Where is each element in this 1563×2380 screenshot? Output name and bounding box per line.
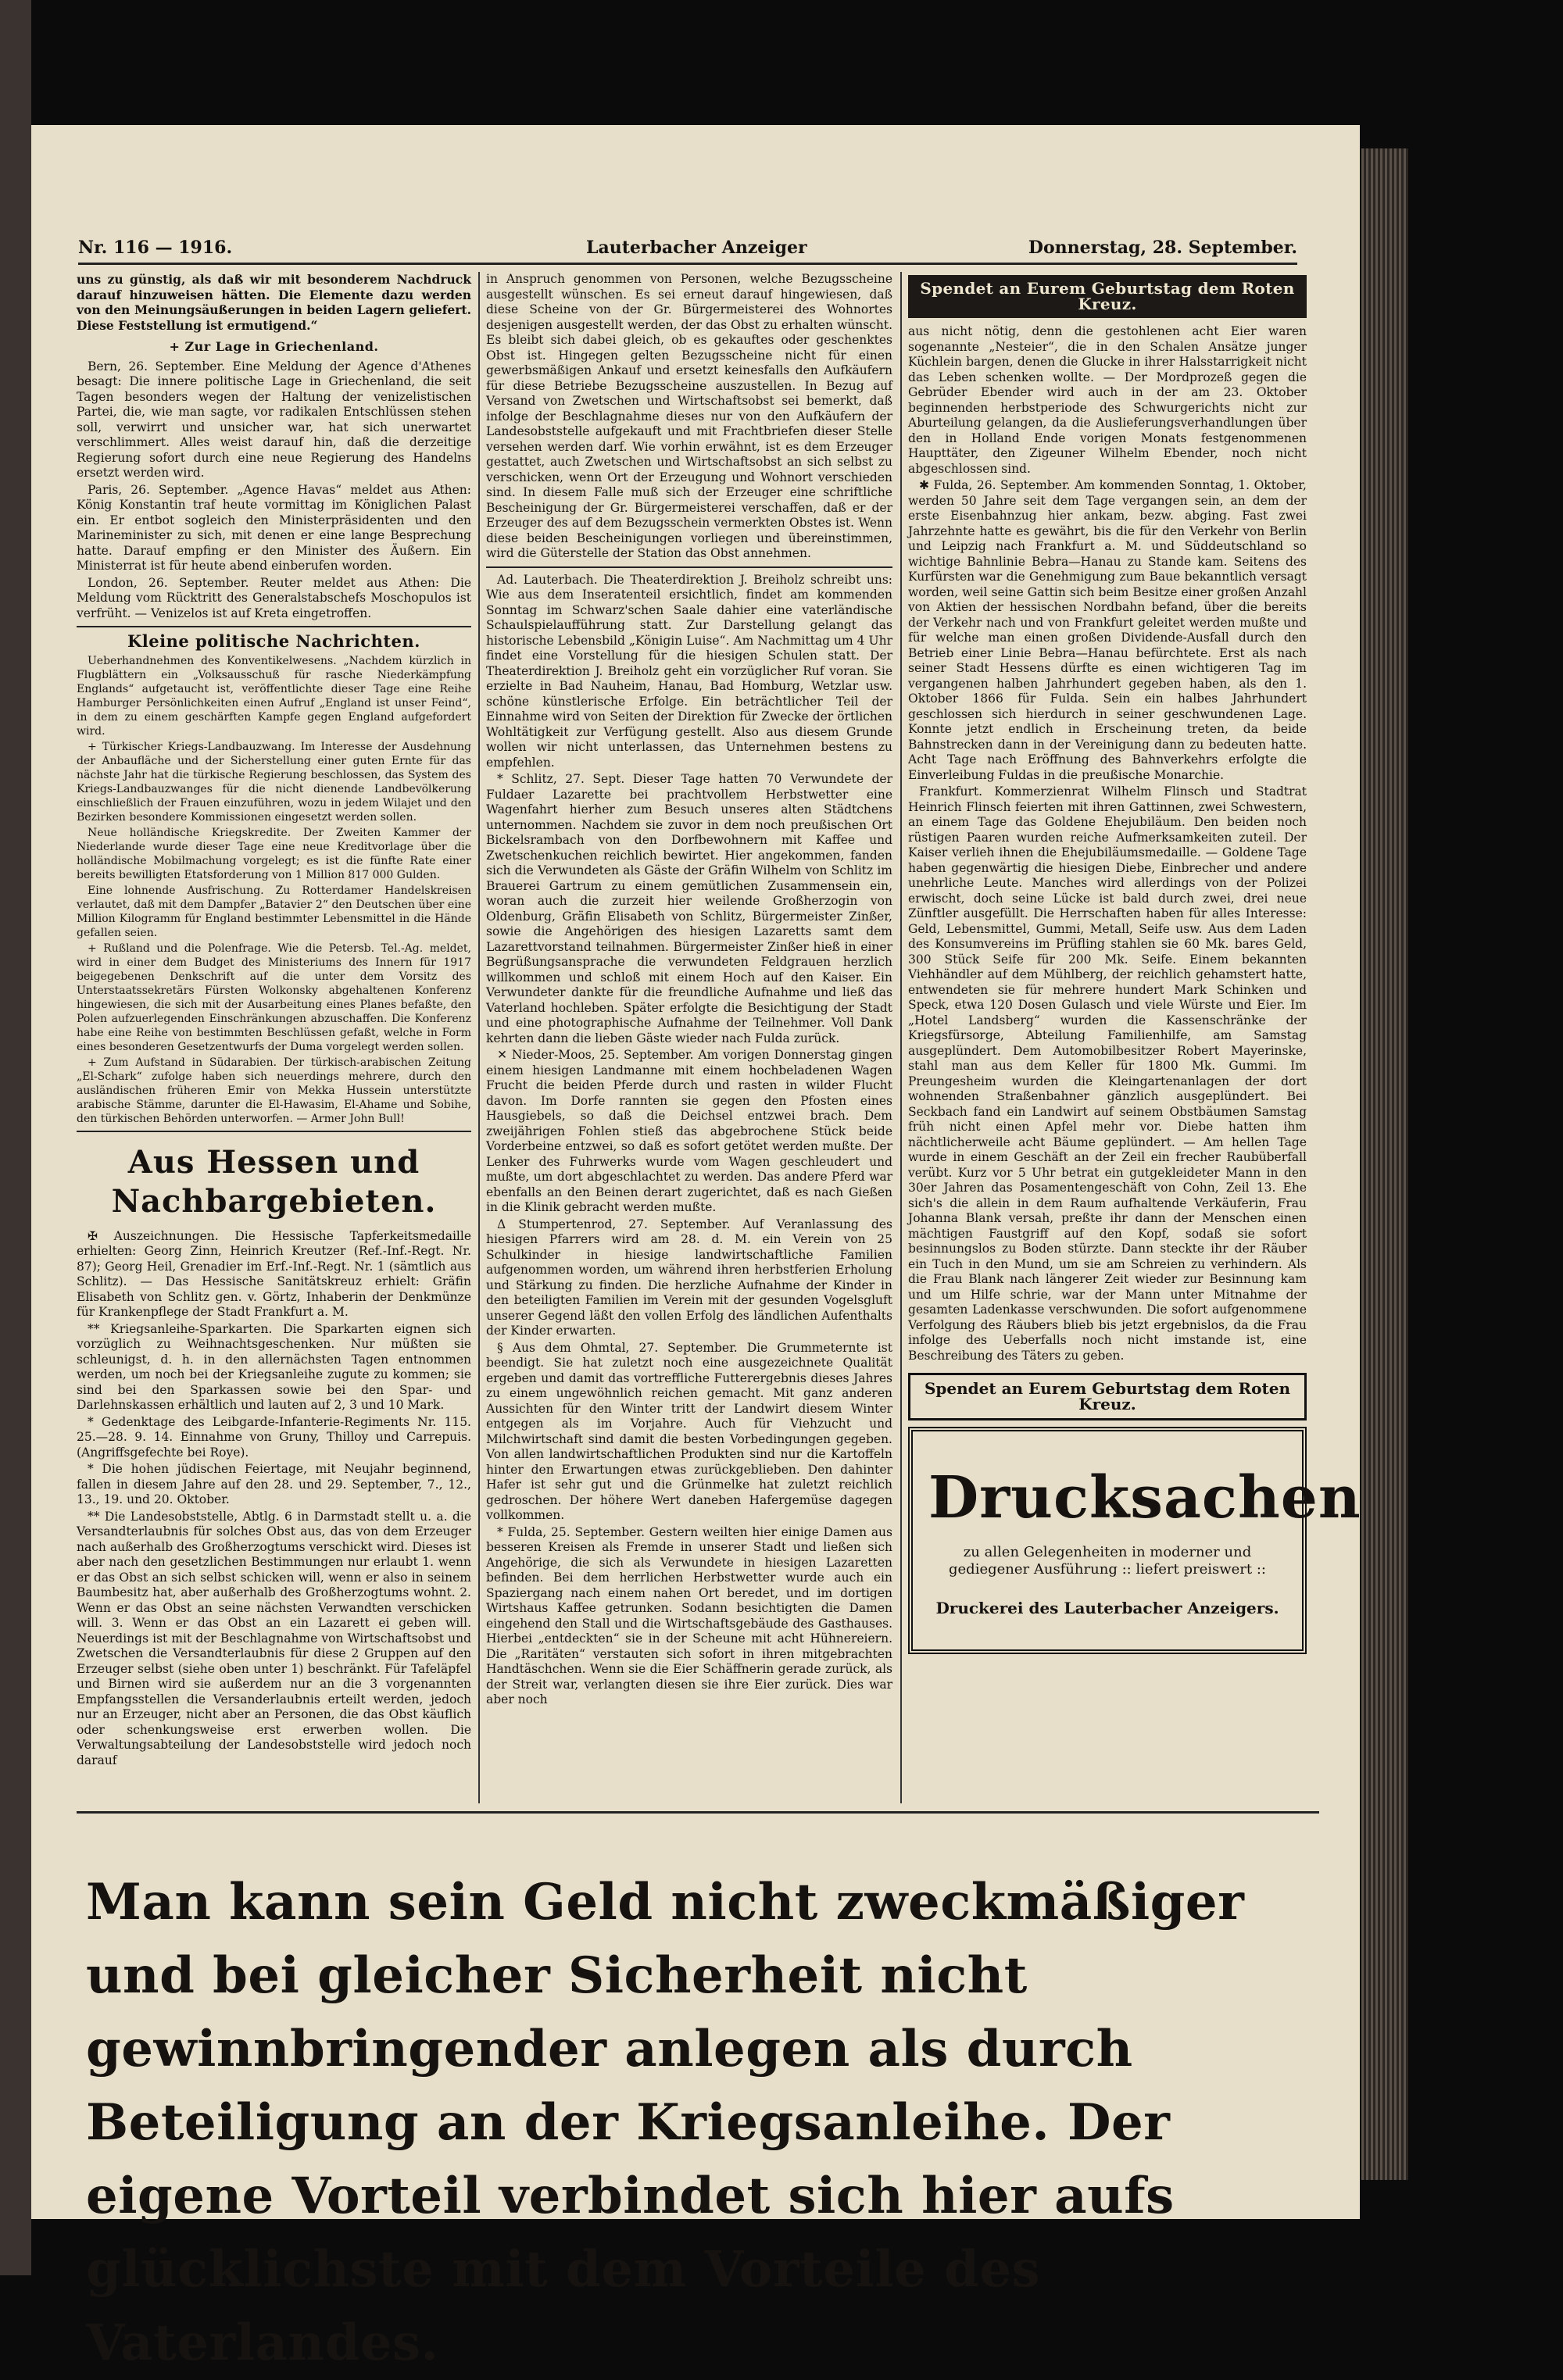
issue-date: Donnerstag, 28. September.: [1028, 238, 1297, 258]
news-item: + Zum Aufstand in Südarabien. Der türkisch-arabischen Zeitung „El-Schark“ zufolge haben sich neuerdings mehrere, durch den ausländischen früheren Emir von Mekka Hussein unterstützte arabische Stämme, darunter die El-Hawasim, El-Ahame und Sobihe, den türkischen Behörden unterworfen. — Armer John Bull!: [77, 1056, 471, 1125]
news-item: Neue holländische Kriegskredite. Der Zweiten Kammer der Niederlande wurde dieser Tage eine neue Kreditvorlage über die holländische Mobilmachung vorgelegt; es ist die fünfte Rate einer bereits bewilligten Etatsforderung von 1 Million 817 000 Gulden.: [77, 826, 471, 881]
article-paragraph: London, 26. September. Reuter meldet aus Athen: Die Meldung vom Rücktritt des Generalstabschefs Moschopulos ist verfrüht. — Venizelos ist auf Kreta eingetroffen.: [77, 575, 471, 620]
article-paragraph: * Fulda, 25. September. Gestern weilten hier einige Damen aus besseren Kreisen als Fremde in unserer Stadt und ließen sich Angehörige, die sich als Verwundete in hiesigen Lazaretten befinden. Bei dem herrlichen Herbstwetter wurde auch ein Spaziergang nach einem nahen Ort beredet, und im dortigen Wirtshaus Kaffee getrunken. Sodann besichtigten die Damen eingehend den Stall und die Wirtschaftsgebäude des Gasthauses. Hierbei „entdeckten“ sie in der Scheune mit acht Hühnereiern. Die „Raritäten“ verstauten sich sofort in ihren mitgebrachten Handtäschchen. Wenn sie die Eier Schäffnerin gerade zurück, als der Streit war, verlangten diesen sie ihre Eier zurück. Dies war aber noch: [486, 1524, 892, 1706]
article-paragraph: Paris, 26. September. „Agence Havas“ meldet aus Athen: König Konstantin traf heute vormittag im Königlichen Palast ein. Er entbot sogleich den Ministerpräsidenten und den Marineminister zu sich, mit denen er eine lange Besprechung hatte. Darauf empfing er den Minister des Äußern. Ein Ministerrat ist für heute abend einberufen worden.: [77, 482, 471, 573]
column-divider: [900, 272, 902, 1803]
column-1: [77, 272, 471, 1770]
scan-left-edge: [0, 0, 31, 2275]
regional-item: * Gedenktage des Leibgarde-Infanterie-Regiments Nr. 115. 25.—28. 9. 14. Einnahme von Gruny, Thilloy und Carrepuis. (Angriffsgefechte bei Roye).: [77, 1414, 471, 1460]
page-header: [78, 234, 1297, 265]
article-paragraph: aus nicht nötig, denn die gestohlenen acht Eier waren sogenannte „Nesteier“, die in den Schalen Ansätze junger Küchlein bargen, denen die Glucke in ihrer Halsstarrigkeit nicht das Leben schenken wollte. — Der Mordprozeß gegen die Gebrüder Ebender wird auch in der am 23. Oktober beginnenden herbstperiode des Schwurgerichts nicht zur Aburteilung gelangen, da die Auslieferungsverhandlungen über den in Holland Ende vorigen Monats festgenommenen Haupttäter, den Zigeuner Wilhelm Ebender, noch nicht abgeschlossen sind.: [908, 324, 1307, 476]
page-stack-edge: [1361, 148, 1408, 2180]
article-paragraph: ✱ Fulda, 26. September. Am kommenden Sonntag, 1. Oktober, werden 50 Jahre seit dem Tage vergangen sein, an dem der erste Eisenbahnzug hier ankam, bezw. abging. Fast zwei Jahrzehnte hatte es gewährt, bis die für den Verkehr von Berlin und Leipzig nach Frankfurt a. M. und Süddeutschland so wichtige Bahnlinie Bebra—Hanau zu Stande kam. Seitens des Kurfürsten war die Genehmigung zum Baue bekanntlich versagt worden, weil seine Gattin sich beim Besitze einer großen Anzahl von Aktien der hessischen Nordbahn befand, über die bereits der Verkehr nach und von Frankfurt geleitet werden mußte und für welche man einen großen Dividende-Ausfall durch den Betrieb einer Linie Bebra—Hanau befürchtete. Erst als nach seiner Stadt Hessens dürfte es einen wichtigeren Tag im vergangenen halben Jahrhundert gegeben haben, als den 1. Oktober 1866 für Fulda. Sein ein halbes Jahrhundert geschlossen sich hierdurch in seiner geschwundenen Lage. Konnte jetzt endlich in Erscheinung treten, da beide Bahnstrecken dann in der Vereinigung dann zu bedeuten hatte. Acht Tage nach Eröffnung des Bahnverkehrs erfolgte die Einverleibung Fuldas in die preußische Monarchie.: [908, 478, 1307, 782]
column-divider: [478, 272, 480, 1803]
article-paragraph: Frankfurt. Kommerzienrat Wilhelm Flinsch und Stadtrat Heinrich Flinsch feierten mit ihren Gattinnen, zwei Schwestern, an einem Tage das Goldene Ehejubiläum. Den beiden noch rüstigen Paaren wurden reiche Aufmerksamkeiten zuteil. Der Kaiser verlieh ihnen die Ehejubiläumsmedaille. — Goldene Tage haben gegenwärtig die hiesigen Diebe, Einbrecher und andere unehrliche Leute. Manches wird allerdings von der Polizei erwischt, doch seine Lücke ist bald durch zwei, drei neue Zünftler ausgefüllt. Die Herrschaften haben für alles Interesse: Geld, Lebensmittel, Gummi, Metall, Seife usw. Aus dem Laden des Konsumvereins im Prüfling stahlen sie 60 Mk. bares Geld, 300 Stück Seife für 200 Mk. Seife. Einem bekannten Viehhändler auf dem Mühlberg, der reichlich gehamstert hatte, entwendeten sie für mehrere hundert Mark Schinken und Speck, etwa 120 Dosen Gulasch und viele Würste und Eier. Im „Hotel Landsberg“ wurden die Kassenschränke der Kriegsfürsorge, Abteilung Familienhilfe, am Samstag ausgeplündert. Dem Automobilbesitzer Robert Mayerinske, stahl man aus dem Keller für 1800 Mk. Gummi. Im Preungesheim wurden die Kleingartenanlagen der dort wohnenden Straßenbahner gänzlich ausgeplündert. Bei Seckbach fand ein Landwirt auf seinem Obstbäumen Samstag früh nicht einen Apfel mehr vor. Diebe hatten ihm nächtlicherweile acht Bäume geplündert. — Am hellen Tage wurde in einem Geschäft an der Zeil ein frecher Raubüberfall verübt. Kurz vor 5 Uhr betrat ein gutgekleideter Mann in den 30er Jahren das Posamentengeschäft von Cohn, Zeil 13. Ehe sich's die allein in dem Raum aufhaltende Verkäuferin, Frau Johanna Blank versah, preßte ihr dann der Menschen einen mächtigen Faustgriff auf den Kopf, sodaß sie sofort besinnungslos zu Boden stürzte. Dann steckte ihr der Räuber ein Tuch in den Mund, um sie am Schreien zu verhindern. Als die Frau Blank nach längerer Zeit wieder zur Besinnung kam und um Hilfe schrie, war der Mann unter Mitnahme der gesamten Ladenkasse verschwunden. Die sofort aufgenommene Verfolgung des Räubers blieb bis jetzt ergebnislos, da die Frau infolge des Ueberfalls noch nicht imstande ist, eine Beschreibung des Täters zu geben.: [908, 784, 1307, 1363]
section-heading-hessen: Aus Hessen und Nachbargebieten.: [111, 1143, 437, 1220]
news-item: Ueberhandnehmen des Konventikelwesens. „Nachdem kürzlich in Flugblättern ein „Volksausschuß für rasche Niederkämpfung Englands“ aufgetaucht ist, veröffentlichte dieser Tage eine Reihe Hamburger Persönlichkeiten einen Aufruf „England ist unser Feind“, in dem zu einem geschärften Kampfe gegen England aufgefordert wird.: [77, 654, 471, 738]
newspaper-title: Lauterbacher Anzeiger: [586, 238, 807, 258]
regional-item: ** Kriegsanleihe-Sparkarten. Die Sparkarten eignen sich vorzüglich zu Weihnachtsgeschenken. Nur müßten sie schleunigst, d. h. in den allernächsten Tagen entnommen werden, um noch bei der Kriegsanleihe zugute zu kommen; sie sind bei den Sparkassen sowie bei den Spar- und Darlehnskassen erhältlich und lauten auf 2, 3 und 10 Mark.: [77, 1321, 471, 1412]
section-rule: [77, 626, 471, 627]
article-paragraph: Ad. Lauterbach. Die Theaterdirektion J. Breiholz schreibt uns: Wie aus dem Inseratenteil ersichtlich, findet am kommenden Sonntag im Schwarz'schen Saale dahier eine vaterländische Schaulspielaufführung statt. Zur Darstellung gelangt das historische Lebensbild „Königin Luise“. Am Nachmittag um 4 Uhr findet eine Vorstellung für die hiesigen Schulen statt. Der Theaterdirektion J. Breiholz geht ein vorzüglicher Ruf voran. Sie erzielte in Bad Nauheim, Hanau, Bad Homburg, Wetzlar usw. schöne künstlerische Erfolge. Ein beträchtlicher Teil der Einnahme wird von Seiten der Direktion für Zwecke der örtlichen Wohltätigkeit zur Verfügung gestellt. Also aus diesem Grunde wollen wir nicht unterlassen, das Unternehmen bestens zu empfehlen.: [486, 572, 892, 770]
ad-firm: Druckerei des Lauterbacher Anzeigers.: [935, 1599, 1279, 1617]
regional-item: ** Die Landesobststelle, Abtlg. 6 in Darmstadt stellt u. a. die Versandterlaubnis für solches Obst aus, das von dem Erzeuger nach außerhalb des Großherzogtums verschickt wird. Dieses ist aber nach den gesetzlichen Bestimmungen nur erlaubt 1. wenn er das Obst an sich selbst schicken will, wenn er also in seinem Baumbesitz hat, aber außerhalb des Großherzogtums wohnt. 2. Wenn er das Obst an seine nächsten Verwandten verschicken will. 3. Wenn er das Obst an ein Lazarett ei geben will. Neuerdings ist mit der Beschlagnahme von Wirtschaftsobst und Zwetschen die Versandterlaubnis für diese 2 Gruppen auf den Erzeuger selbst (siehe oben unter 1) beschränkt. Für Tafeläpfel und Birnen wird sie außerdem nur an die 3 vorgenannten Empfangsstellen die Versanderlaubnis erteilt werden, jedoch nur an Erzeuger, nicht aber an Personen, die das Obst käuflich oder schenkungsweise erst erwerben wollen. Die Verwaltungsabteilung der Landesobststelle wird jedoch noch darauf: [77, 1509, 471, 1767]
column-2: [486, 272, 892, 1710]
article-paragraph: * Schlitz, 27. Sept. Dieser Tage hatten 70 Verwundete der Fuldaer Lazarette bei prachtvollem Herbstwetter eine Wagenfahrt hierher zum Besuch unseres alten Städtchens unternommen. Nachdem sie zuvor in dem noch preußischen Ort Bickelsrambach von den Dorfbewohnern mit Kaffee und Zwetschenkuchen reichlich bewirtet. Hier angekommen, fanden sich die Verwundeten als Gäste der Gräfin Wilhelm von Schlitz im Brauerei Gartrum zu einem gemütlichen Zusammensein ein, woran auch die zurzeit hier weilende Großherzogin von Oldenburg, Gräfin Elisabeth von Schlitz, Bürgermeister Zinßer, sowie die Angehörigen des hiesigen Lazaretts samt dem Lazarettvorstand teilnahmen. Bürgermeister Zinßer hieß in einer Begrüßungsansprache die verwundeten Feldgrauen herzlich willkommen und schloß mit einem Hoch auf den Kaiser. Ein Verwundeter dankte für die freundliche Aufnahme und ließ das Vaterland hochleben. Später erfolgte die Besichtigung der Stadt und eine photographische Aufnahme der Teilnehmer. Voll Dank kehrten dann die lieben Gäste wieder nach Fulda zurück.: [486, 772, 892, 1045]
red-cross-banner-2: Spendet an Eurem Geburtstag dem Roten Kreuz.: [908, 1373, 1307, 1420]
newspaper-page: [31, 125, 1361, 2372]
section-heading-kleine-nachrichten: Kleine politische Nachrichten.: [127, 631, 420, 651]
section-rule: [77, 1131, 471, 1132]
news-item: + Rußland und die Polenfrage. Wie die Petersb. Tel.-Ag. meldet, wird in einer dem Budget des Ministeriums des Innern für 1917 beigegebenen Denkschrift auf die unter dem Vorsitz des Unterstaatssekretärs Fürsten Wolkonsky abgehaltenen Konferenz hingewiesen, die sich mit der Ausarbeitung eines Planes befaßte, den Polen aufzuerlegenden Einschränkungen abzuschaffen. Die Konferenz habe eine Reihe von bestimmten Beschlüssen gefaßt, welche in Form eines besonderen Gesetzentwurfs der Duma vorgelegt werden sollen.: [77, 942, 471, 1053]
news-item: Eine lohnende Ausfrischung. Zu Rotterdamer Handelskreisen verlautet, daß mit dem Dampfer „Batavier 2“ den Deutschen über eine Million Kilogramm für England bestimmter Lebensmittel in die Hände gefallen seien.: [77, 884, 471, 939]
war-bond-slogan: Man kann sein Geld nicht zweckmäßiger und bei gleicher Sicherheit nicht gewinnbringender anlegen als durch Beteiligung an der Kriegsanleihe. Der eigene Vorteil verbindet sich hier aufs glücklichste mit dem Vorteile des Vaterlandes.: [86, 1873, 1245, 2372]
column-3: [908, 272, 1361, 1654]
article-paragraph: Δ Stumpertenrod, 27. September. Auf Veranlassung des hiesigen Pfarrers wird am 28. d. M. ein Verein von 25 Schulkinder in hiesige landwirtschaftliche Familien aufgenommen worden, um während ihren herbstferien Erholung und Stärkung zu finden. Die herzliche Aufnahme der Kinder in den beteiligten Familien im Verein mit der gesunden Vogelsgluft unserer Gegend läßt den vollen Erfolg des ländlichen Aufenthalts der Kinder erwarten.: [486, 1217, 892, 1338]
article-heading: + Zur Lage in Griechenland.: [169, 339, 379, 354]
news-item: + Türkischer Kriegs-Landbauzwang. Im Interesse der Ausdehnung der Anbaufläche und der Sicherstellung einer guten Ernte für das nächste Jahr hat die türkische Regierung beschlossen, das System des Kriegs-Landbauzwanges für die nicht dienende Landbevölkerung einschließlich der Frauen einzuführen, wozu in jedem Wilajet und den Bezirken besondere Kommissionen eingesetzt werden sollen.: [77, 740, 471, 824]
article-paragraph: ✕ Nieder-Moos, 25. September. Am vorigen Donnerstag gingen einem hiesigen Landmanne mit einem hochbeladenen Wagen Frucht die beiden Pferde durch und rasten in wilder Flucht davon. Im Dorfe rannten sie gegen den Pfosten eines Hausgiebels, so daß die Deichsel entzwei brach. Dem zweijährigen Fohlen stieß das abgebrochene Stück beide Vorderbeine entzwei, so daß es sofort getötet werden mußte. Der Lenker des Fuhrwerks wurde vom Wagen geschleudert und mußte, um dort abgeschlachtet zu werden. Das andere Pferd war ebenfalls an den Beinen derart zugerichtet, daß es nach Gießen in die Klinik gebracht werden mußte.: [486, 1048, 892, 1214]
article-paragraph: Bern, 26. September. Eine Meldung der Agence d'Athenes besagt: Die innere politische Lage in Griechenland, die seit Tagen besonders wegen der Haltung der venizelistischen Partei, die, wie man sagte, vor radikalen Entschlüssen stehen soll, verwirrt und unsicher war, hat sich unerwartet verschlimmert. Alles weist darauf hin, daß die derzeitige Regierung sofort durch eine neue Regierung des Handelns ersetzt werden wird.: [77, 359, 471, 480]
ad-title: Drucksachen: [928, 1464, 1361, 1531]
scan-background: [1408, 0, 1563, 2275]
slogan-rule: [77, 1811, 1319, 1814]
print-shop-advertisement: [908, 1427, 1361, 1654]
article-paragraph: § Aus dem Ohmtal, 27. September. Die Grummeternte ist beendigt. Sie hat zuletzt noch eine ausgezeichnete Qualität ergeben und damit das vortreffliche Futterergebnis dieses Jahres zu einem ungewöhnlich reichen gemacht. Mit ganz anderen Aussichten für den Winter tritt der Landwirt diesem Winter entgegen als im Vorjahre. Auch für Viehzucht und Milchwirtschaft sind damit die besten Vorbedingungen gegeben. Von allen landwirtschaftlichen Produkten sind nur die Kartoffeln hinter den Erwartungen etwas zurückgeblieben. Den dahinter Hafer ist sehr gut und die Grünmelke hat zuletzt reichlich gedroschen. Der höhere Wert daneben Hafergemüse dagegen vollkommen.: [486, 1340, 892, 1522]
regional-item: ✠ Auszeichnungen. Die Hessische Tapferkeitsmedaille erhielten: Georg Zinn, Heinrich Kreutzer (Ref.-Inf.-Regt. Nr. 87); Georg Heil, Grenadier im Erf.-Inf.-Regt. Nr. 1 (sämtlich aus Schlitz). — Das Hessische Sanitätskreuz erhielt: Gräfin Elisabeth von Schlitz gen. v. Görtz, Inhaberin der Denkmünze für Krankenpflege der Stadt Frankfurt a. M.: [77, 1228, 471, 1319]
regional-item: * Die hohen jüdischen Feiertage, mit Neujahr beginnend, fallen in diesem Jahre auf den 28. und 29. September, 7., 12., 13., 19. und 20. Oktober.: [77, 1462, 471, 1506]
article-paragraph: uns zu günstig, als daß wir mit besonderem Nachdruck darauf hinzuweisen hätten. Die Elemente dazu werden von den Meinungsäußerungen in beiden Lagern geliefert. Diese Feststellung ist ermutigend.“: [77, 272, 471, 333]
ad-text: zu allen Gelegenheiten in moderner und gediegener Ausführung :: liefert preiswert ::: [949, 1544, 1266, 1578]
article-paragraph: in Anspruch genommen von Personen, welche Bezugsscheine ausgestellt wünschen. Es sei erneut darauf hingewiesen, daß diese Scheine von der Gr. Bürgermeisterei des Wohnortes desjenigen ausgestellt werden, der das Obst zu erhalten wünscht. Es bleibt sich dabei gleich, ob es gekauftes oder geschenktes Obst ist. Hingegen gelten Bezugsscheine nicht für einen gewerbsmäßigen Ankauf und ersetzt keinesfalls den Aufkäufern für diese Betriebe Bezugsscheine auszustellen. In Bezug auf Versand von Zwetschen und Wirtschaftsobst sei bemerkt, daß infolge der Beschlagnahme dieses nur von den Aufkäufern der Landesobststelle aufgekauft und mit Frachtbriefen dieser Stelle versehen werden darf. Wie vorhin erwähnt, ist es dem Erzeuger gestattet, auch Zwetschen und Wirtschaftsobst an sich selbst zu verschicken, wenn Ort der Erzeugung und Wohnort verschieden sind. In diesem Falle muß sich der Erzeuger eine schriftliche Bescheinigung der Gr. Bürgermeisterei verschaffen, daß er der Erzeuger des auf dem Bezugsschein vermerkten Obstes ist. Wenn diese beiden Bescheinigungen vorliegen und übereinstimmen, wird die Güterstelle der Station das Obst annehmen.: [486, 272, 892, 560]
issue-number: Nr. 116 — 1916.: [78, 238, 233, 258]
red-cross-banner: Spendet an Eurem Geburtstag dem Roten Kreuz.: [908, 275, 1307, 318]
section-rule: [486, 566, 892, 568]
